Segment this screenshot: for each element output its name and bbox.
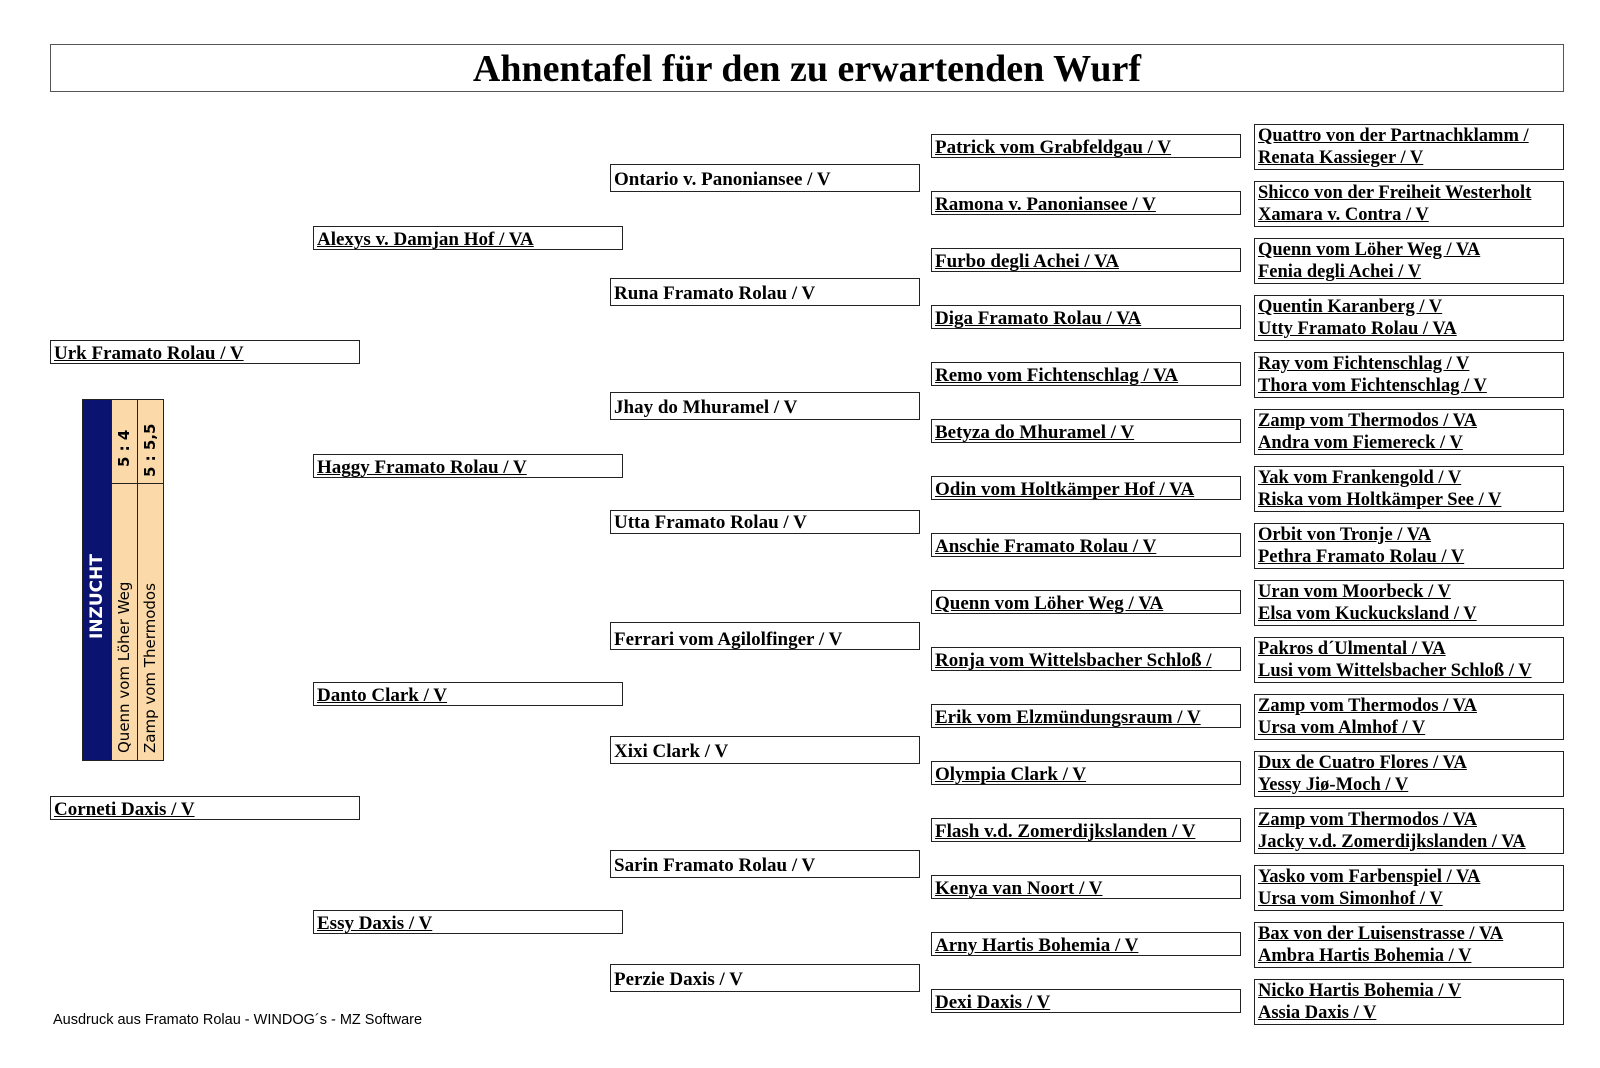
- gen5-dam: Thora vom Fichtenschlag / V: [1258, 376, 1487, 396]
- gen3-name: Jhay do Mhuramel / V: [614, 397, 798, 418]
- gen4-name: Odin vom Holtkämper Hof / VA: [935, 479, 1195, 500]
- inbreeding-name: Quenn vom Löher Weg: [115, 581, 133, 753]
- inbreeding-table: [82, 399, 164, 761]
- gen5-box: [1254, 181, 1564, 227]
- page-title: Ahnentafel für den zu erwartenden Wurf: [472, 48, 1142, 90]
- gen5-sire: Nicko Hartis Bohemia / V: [1258, 981, 1462, 1001]
- gen4-name: Quenn vom Löher Weg / VA: [935, 593, 1164, 614]
- gen5-sire: Yasko vom Farbenspiel / VA: [1258, 867, 1481, 887]
- gen5-dam: Ambra Hartis Bohemia / V: [1258, 946, 1472, 966]
- gen2-name: Essy Daxis / V: [317, 913, 433, 934]
- gen4-box: [931, 761, 1241, 785]
- gen5-sire: Orbit von Tronje / VA: [1258, 525, 1432, 545]
- gen3-box: [610, 510, 920, 534]
- gen4-box: [931, 476, 1241, 500]
- gen5-sire: Zamp vom Thermodos / VA: [1258, 696, 1477, 716]
- gen4-box: [931, 362, 1241, 386]
- gen4-box: [931, 134, 1241, 158]
- gen5-sire: Yak vom Frankengold / V: [1258, 468, 1462, 488]
- gen4-name: Ramona v. Panoniansee / V: [935, 194, 1156, 215]
- dam-box: [50, 796, 360, 820]
- gen4-name: Betyza do Mhuramel / V: [935, 422, 1135, 443]
- inbreeding-ratio: 5 : 5,5: [141, 423, 159, 477]
- gen3-box: [610, 850, 920, 878]
- gen5-sire: Quentin Karanberg / V: [1258, 297, 1443, 317]
- gen5-sire: Zamp vom Thermodos / VA: [1258, 810, 1477, 830]
- gen3-name: Ferrari vom Agilolfinger / V: [614, 629, 843, 650]
- gen5-dam: Renata Kassieger / V: [1258, 148, 1424, 168]
- gen5-box: [1254, 808, 1564, 854]
- gen4-name: Diga Framato Rolau / VA: [935, 308, 1142, 329]
- gen5-sire: Zamp vom Thermodos / VA: [1258, 411, 1477, 431]
- inbreeding-divider: [111, 483, 164, 484]
- gen5-box: [1254, 466, 1564, 512]
- gen3-name: Utta Framato Rolau / V: [614, 512, 807, 533]
- gen5-dam: Lusi vom Wittelsbacher Schloß / V: [1258, 661, 1532, 681]
- gen3-name: Ontario v. Panoniansee / V: [614, 169, 831, 190]
- gen5-box: [1254, 295, 1564, 341]
- gen5-box: [1254, 124, 1564, 170]
- gen4-name: Kenya van Noort / V: [935, 878, 1103, 899]
- gen5-sire: Quattro von der Partnachklamm /: [1258, 126, 1529, 146]
- gen5-box: [1254, 979, 1564, 1025]
- gen5-dam: Yessy Jiø-Moch / V: [1258, 775, 1409, 795]
- sire-box: [50, 340, 360, 364]
- gen5-box: [1254, 580, 1564, 626]
- gen5-box: [1254, 523, 1564, 569]
- gen4-box: [931, 932, 1241, 956]
- gen5-box: [1254, 352, 1564, 398]
- title-box: [50, 44, 1564, 92]
- gen4-box: [931, 191, 1241, 215]
- gen5-dam: Andra vom Fiemereck / V: [1258, 433, 1463, 453]
- gen4-box: [931, 989, 1241, 1013]
- gen2-box: [313, 682, 623, 706]
- gen3-box: [610, 736, 920, 764]
- gen3-name: Sarin Framato Rolau / V: [614, 855, 816, 876]
- gen4-name: Ronja vom Wittelsbacher Schloß /: [935, 650, 1212, 671]
- gen4-name: Furbo degli Achei / VA: [935, 251, 1120, 272]
- gen5-sire: Shicco von der Freiheit Westerholt: [1258, 183, 1532, 203]
- gen2-box: [313, 910, 623, 934]
- gen4-box: [931, 647, 1241, 671]
- inbreeding-label: INZUCHT: [87, 554, 107, 639]
- inbreeding-name: Zamp vom Thermodos: [141, 583, 159, 753]
- gen5-box: [1254, 637, 1564, 683]
- gen5-box: [1254, 409, 1564, 455]
- gen4-name: Olympia Clark / V: [935, 764, 1087, 785]
- gen5-box: [1254, 865, 1564, 911]
- gen4-box: [931, 818, 1241, 842]
- gen5-sire: Dux de Cuatro Flores / VA: [1258, 753, 1467, 773]
- gen4-box: [931, 305, 1241, 329]
- gen2-name: Alexys v. Damjan Hof / VA: [317, 229, 534, 250]
- gen5-box: [1254, 238, 1564, 284]
- gen2-name: Haggy Framato Rolau / V: [317, 457, 527, 478]
- sire-name: Urk Framato Rolau / V: [54, 343, 244, 364]
- gen4-box: [931, 590, 1241, 614]
- gen5-dam: Riska vom Holtkämper See / V: [1258, 490, 1502, 510]
- gen5-sire: Uran vom Moorbeck / V: [1258, 582, 1451, 602]
- gen3-box: [610, 622, 920, 650]
- gen5-dam: Jacky v.d. Zomerdijkslanden / VA: [1258, 832, 1526, 852]
- gen2-name: Danto Clark / V: [317, 685, 448, 706]
- gen5-sire: Ray vom Fichtenschlag / V: [1258, 354, 1470, 374]
- gen5-dam: Ursa vom Simonhof / V: [1258, 889, 1443, 909]
- gen4-box: [931, 875, 1241, 899]
- gen3-box: [610, 164, 920, 192]
- gen3-name: Xixi Clark / V: [614, 741, 729, 762]
- gen5-box: [1254, 751, 1564, 797]
- gen4-name: Arny Hartis Bohemia / V: [935, 935, 1139, 956]
- gen4-box: [931, 248, 1241, 272]
- gen4-name: Flash v.d. Zomerdijkslanden / V: [935, 821, 1196, 842]
- gen4-name: Patrick vom Grabfeldgau / V: [935, 137, 1172, 158]
- gen2-box: [313, 226, 623, 250]
- gen5-dam: Xamara v. Contra / V: [1258, 205, 1429, 225]
- gen3-box: [610, 278, 920, 306]
- gen3-box: [610, 392, 920, 420]
- gen5-sire: Pakros d´Ulmental / VA: [1258, 639, 1446, 659]
- inbreeding-ratio: 5 : 4: [115, 429, 133, 467]
- footer-note: Ausdruck aus Framato Rolau - WINDOG´s - MZ Software: [53, 1012, 423, 1028]
- gen5-box: [1254, 694, 1564, 740]
- gen4-box: [931, 419, 1241, 443]
- gen3-name: Perzie Daxis / V: [614, 969, 743, 990]
- gen4-name: Remo vom Fichtenschlag / VA: [935, 365, 1179, 386]
- gen2-box: [313, 454, 623, 478]
- gen4-name: Erik vom Elzmündungsraum / V: [935, 707, 1201, 728]
- gen5-sire: Quenn vom Löher Weg / VA: [1258, 240, 1481, 260]
- gen5-dam: Elsa vom Kuckucksland / V: [1258, 604, 1477, 624]
- gen5-sire: Bax von der Luisenstrasse / VA: [1258, 924, 1504, 944]
- gen5-dam: Assia Daxis / V: [1258, 1003, 1377, 1023]
- gen5-dam: Pethra Framato Rolau / V: [1258, 547, 1465, 567]
- gen5-dam: Ursa vom Almhof / V: [1258, 718, 1426, 738]
- gen5-dam: Utty Framato Rolau / VA: [1258, 319, 1457, 339]
- gen3-box: [610, 964, 920, 992]
- gen5-dam: Fenia degli Achei / V: [1258, 262, 1422, 282]
- gen4-box: [931, 533, 1241, 557]
- gen4-name: Dexi Daxis / V: [935, 992, 1051, 1013]
- gen4-box: [931, 704, 1241, 728]
- dam-name: Corneti Daxis / V: [54, 799, 195, 820]
- gen3-name: Runa Framato Rolau / V: [614, 283, 816, 304]
- gen5-box: [1254, 922, 1564, 968]
- gen4-name: Anschie Framato Rolau / V: [935, 536, 1157, 557]
